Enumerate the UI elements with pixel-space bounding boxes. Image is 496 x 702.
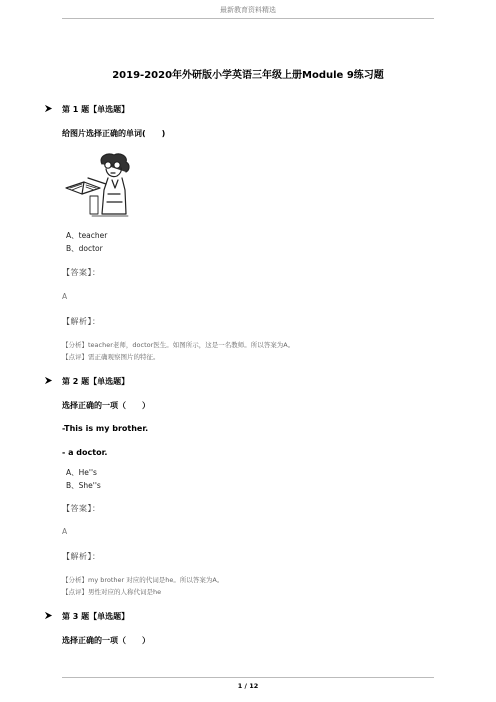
page-header: 最新教育资料精选 <box>220 6 276 14</box>
q2-analysis-label: 【解析】： <box>62 552 101 561</box>
header-divider <box>62 18 434 19</box>
q1-option-a: A、teacher <box>66 231 108 240</box>
q2-answer: A <box>62 527 68 536</box>
q1-analysis-label: 【解析】： <box>62 317 101 326</box>
q2-answer-label: 【答案】： <box>62 504 101 513</box>
q2-comment: 【点评】男性对应的人称代词是he <box>62 588 162 596</box>
q3-heading: 第 3 题【单选题】 <box>62 612 130 621</box>
q1-heading: 第 1 题【单选题】 <box>62 105 130 114</box>
q1-comment: 【点评】需正确观察图片的特征。 <box>62 353 160 361</box>
q2-prompt: 选择正确的一项（ ） <box>62 401 150 410</box>
q1-prompt: 给图片选择正确的单词( ) <box>62 129 166 138</box>
q2-sentence-2: - a doctor. <box>62 448 108 457</box>
q1-answer: A <box>62 292 68 301</box>
q2-option-b: B、She''s <box>66 481 101 490</box>
q1-option-b: B、doctor <box>66 244 103 253</box>
q2-analysis: 【分析】my brother 对应的代词是he。所以答案为A。 <box>62 576 224 584</box>
q1-answer-label: 【答案】： <box>62 268 101 277</box>
arrow-bullet-icon <box>44 104 53 113</box>
arrow-bullet-icon <box>44 376 53 385</box>
arrow-bullet-icon <box>44 611 53 620</box>
q3-prompt: 选择正确的一项（ ） <box>62 636 150 645</box>
q2-sentence-1: -This is my brother. <box>62 424 149 433</box>
page-number: 1 / 12 <box>237 682 259 690</box>
teacher-illustration <box>62 150 142 222</box>
q2-option-a: A、He''s <box>66 468 97 477</box>
q2-heading: 第 2 题【单选题】 <box>62 377 130 386</box>
footer-divider <box>62 677 434 678</box>
document-title: 2019-2020年外研版小学英语三年级上册Module 9练习题 <box>112 70 384 81</box>
q1-analysis: 【分析】teacher老师，doctor医生。如图所示，这是一名教师。所以答案为A。 <box>62 341 295 349</box>
